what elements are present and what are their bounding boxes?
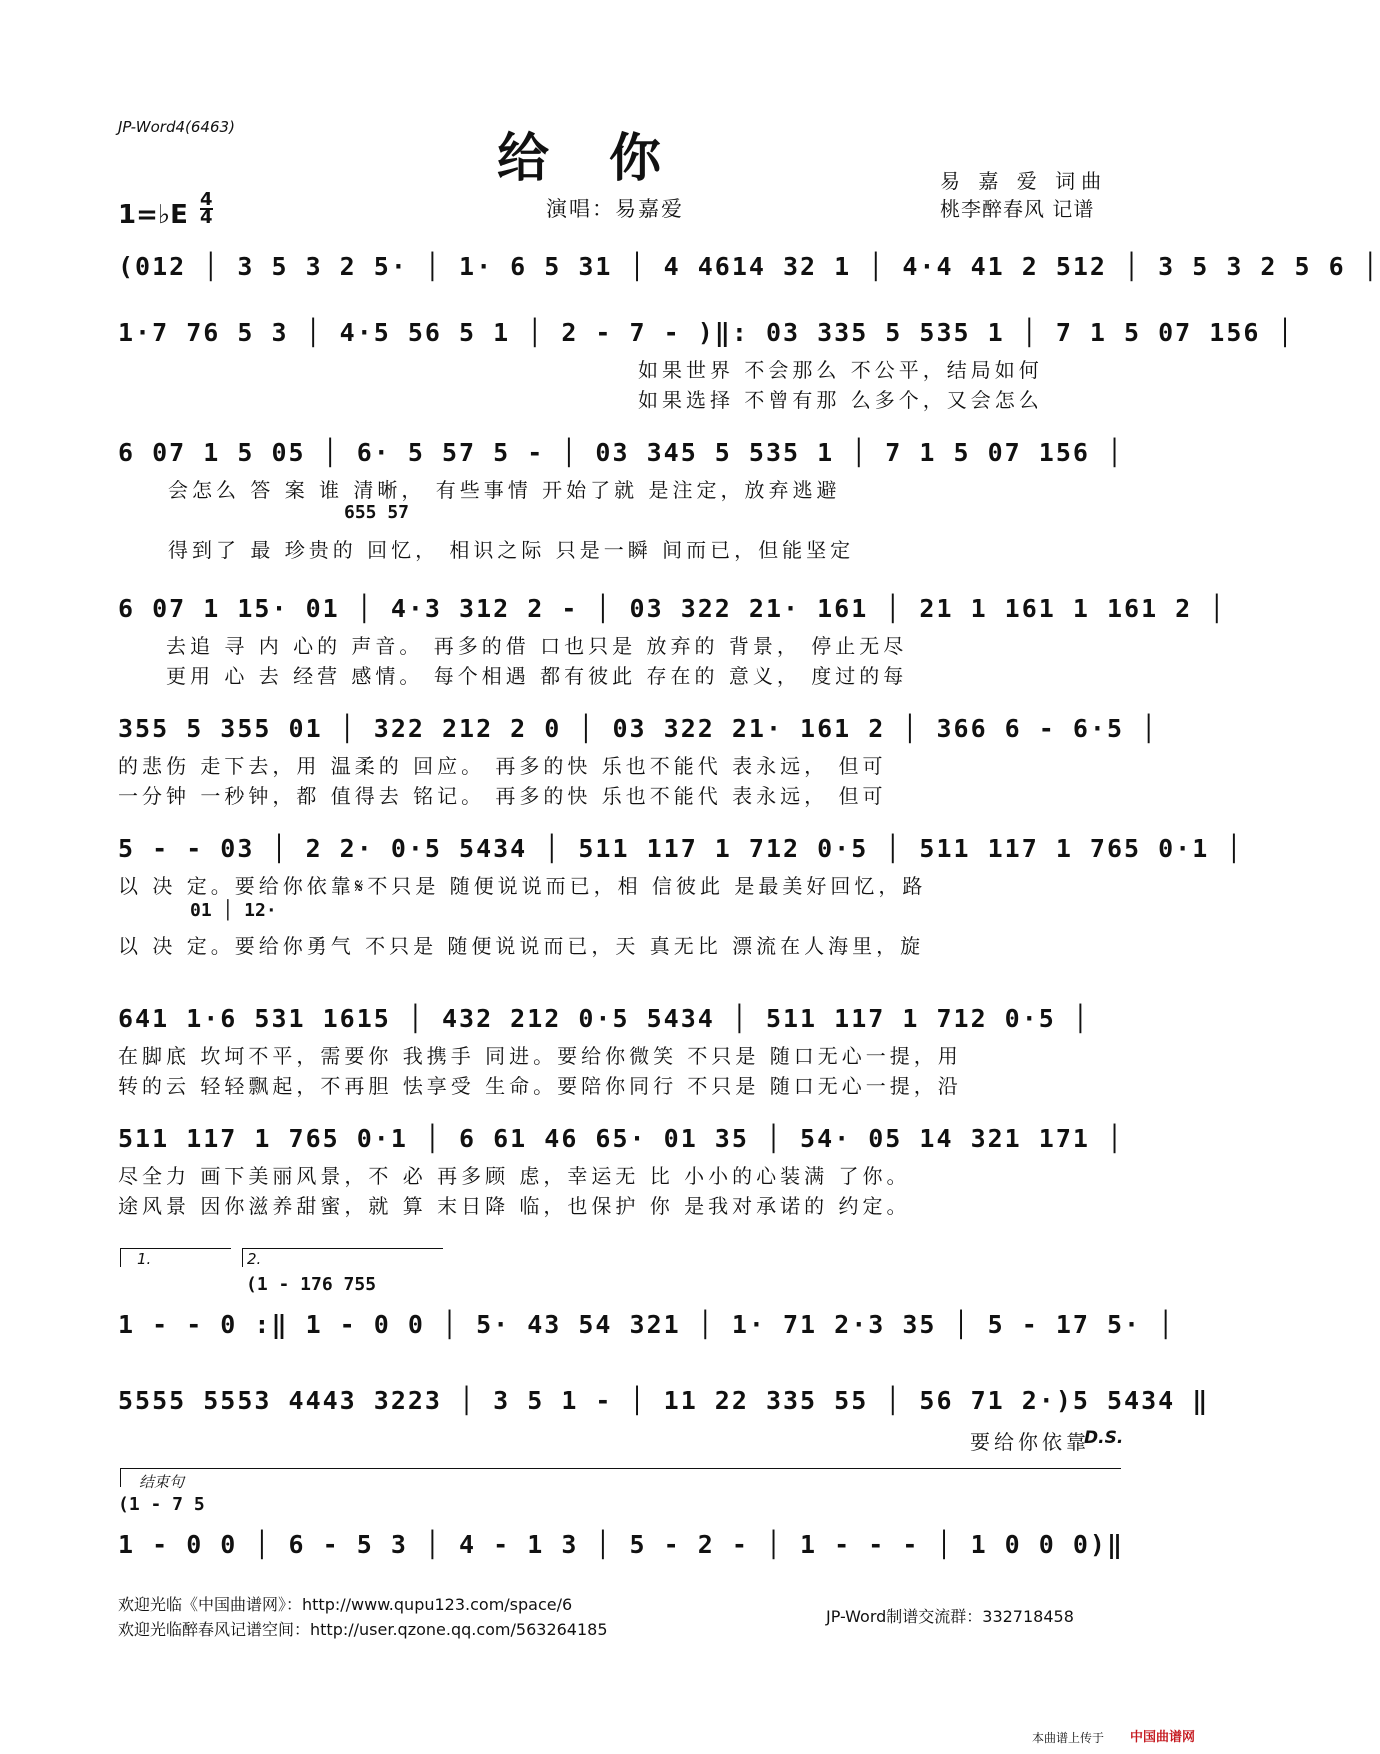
- composer-credit: 易 嘉 爱 词曲: [940, 169, 1108, 193]
- volta-second-ending: [242, 1248, 443, 1267]
- ossia-notes: (1 - 176 755: [246, 1274, 377, 1295]
- lyric-verse-2: 如果选择 不曾有那 么多个，又会怎么: [638, 388, 1043, 412]
- lyric-verse-2: 得到了 最 珍贵的 回忆， 相识之际 只是一瞬 间而已，但能坚定: [168, 538, 855, 562]
- notes: 6 07 1 5 05 │ 6· 5 57 5 - │ 03 345 5 535 1 │ 7 1 5 07 156 │: [118, 438, 1125, 467]
- ossia-notes: 655 57: [344, 502, 410, 523]
- time-denominator: 4: [200, 207, 213, 228]
- notes: (012 │ 3 5 3 2 5· │ 1· 6 5 31 │ 4 4614 32 1 │ 4·4 41 2 512 │ 3 5 3 2 5 6 │: [118, 252, 1380, 281]
- key-signature: 1=♭E: [118, 200, 188, 230]
- notes: 1 - - 0 :‖ 1 - 0 0 │ 5· 43 54 321 │ 1· 71 2·3 35 │ 5 - 17 5· │: [118, 1310, 1176, 1339]
- footer-website-link[interactable]: 欢迎光临《中国曲谱网》：http://www.qupu123.com/space/6: [118, 1595, 573, 1614]
- footer-qzone-link[interactable]: 欢迎光临醉春风记谱空间：http://user.qzone.qq.com/563264185: [118, 1620, 608, 1639]
- lyric-segno-return: 要给你依靠: [970, 1430, 1090, 1454]
- notes: 5555 5553 4443 3223 │ 3 5 1 - │ 11 22 335 55 │ 56 71 2·)5 5434 ‖: [118, 1386, 1210, 1415]
- volta-label: 1.: [137, 1250, 152, 1268]
- lyric-verse-1: 尽全力 画下美丽风景，不 必 再多顾 虑，幸运无 比 小小的心装满 了你。: [118, 1164, 911, 1188]
- notes: 6 07 1 15· 01 │ 4·3 312 2 - │ 03 322 21· 161 │ 21 1 161 1 161 2 │: [118, 594, 1227, 623]
- lyric-verse-1: 在脚底 坎坷不平，需要你 我携手 同进。要给你微笑 不只是 随口无心一提，用: [118, 1044, 962, 1068]
- lyric-verse-2: 一分钟 一秒钟，都 值得去 铭记。 再多的快 乐也不能代 表永远， 但可: [118, 784, 887, 808]
- transcriber-credit: 桃李醉春风 记谱: [940, 197, 1095, 221]
- time-signature: [200, 189, 213, 228]
- site-logo: 中国曲谱网: [1130, 1730, 1196, 1745]
- lyric-verse-1: 会怎么 答 案 谁 清晰， 有些事情 开始了就 是注定，放弃逃避: [168, 478, 841, 502]
- lyric-verse-1: 的悲伤 走下去，用 温柔的 回应。 再多的快 乐也不能代 表永远， 但可: [118, 754, 887, 778]
- volta-label: 2.: [247, 1250, 262, 1268]
- lyric-verse-1: 如果世界 不会那么 不公平，结局如何: [638, 358, 1043, 382]
- notes: 5 - - 03 │ 2 2· 0·5 5434 │ 511 117 1 712 0·5 │ 511 117 1 765 0·1 │: [118, 834, 1244, 863]
- lyric-verse-1: 以 决 定。要给你依靠𝄋不只是 随便说说而已，相 信彼此 是最美好回忆，路: [118, 874, 927, 898]
- lyric-verse-2: 途风景 因你滋养甜蜜，就 算 末日降 临，也保护 你 是我对承诺的 约定。: [118, 1194, 911, 1218]
- lyric-verse-2: 更用 心 去 经营 感情。 每个相遇 都有彼此 存在的 意义， 度过的每: [166, 664, 908, 688]
- footer-group-number: JP-Word制谱交流群：332718458: [826, 1607, 1074, 1626]
- singer-credit: 演唱：易嘉爱: [546, 197, 684, 221]
- version-label: JP-Word4(6463): [118, 118, 235, 136]
- notes: 641 1·6 531 1615 │ 432 212 0·5 5434 │ 511 117 1 712 0·5 │: [118, 1004, 1090, 1033]
- ossia-notes: (1 - 7 5: [118, 1494, 205, 1515]
- lyric-verse-2: 转的云 轻轻飘起，不再胆 怯享受 生命。要陪你同行 不只是 随口无心一提，沿: [118, 1074, 962, 1098]
- time-numerator: 4: [200, 189, 213, 210]
- page-title: 给你: [497, 128, 722, 189]
- notes: 355 5 355 01 │ 322 212 2 0 │ 03 322 21· 161 2 │ 366 6 - 6·5 │: [118, 714, 1159, 743]
- ds-marking: D.S.: [1084, 1428, 1124, 1448]
- ossia-notes: 01 │ 12·: [190, 900, 277, 921]
- upload-note: 本曲谱上传于: [1032, 1731, 1105, 1745]
- ending-label: 结束句: [139, 1473, 185, 1491]
- lyric-verse-2: 以 决 定。要给你勇气 不只是 随便说说而已，天 真无比 漂流在人海里，旋: [118, 934, 925, 958]
- volta-first-ending: [120, 1248, 231, 1267]
- notes: 511 117 1 765 0·1 │ 6 61 46 65· 01 35 │ 54· 05 14 321 171 │: [118, 1124, 1125, 1153]
- lyric-verse-1: 去追 寻 内 心的 声音。 再多的借 口也只是 放弃的 背景， 停止无尽: [166, 634, 908, 658]
- notes: 1 - 0 0 │ 6 - 5 3 │ 4 - 1 3 │ 5 - 2 - │ 1 - - - │ 1 0 0 0)‖: [118, 1530, 1125, 1559]
- ending-bracket: [120, 1468, 1121, 1491]
- notes: 1·7 76 5 3 │ 4·5 56 5 1 │ 2 - 7 - )‖: 03 335 5 535 1 │ 7 1 5 07 156 │: [118, 318, 1295, 347]
